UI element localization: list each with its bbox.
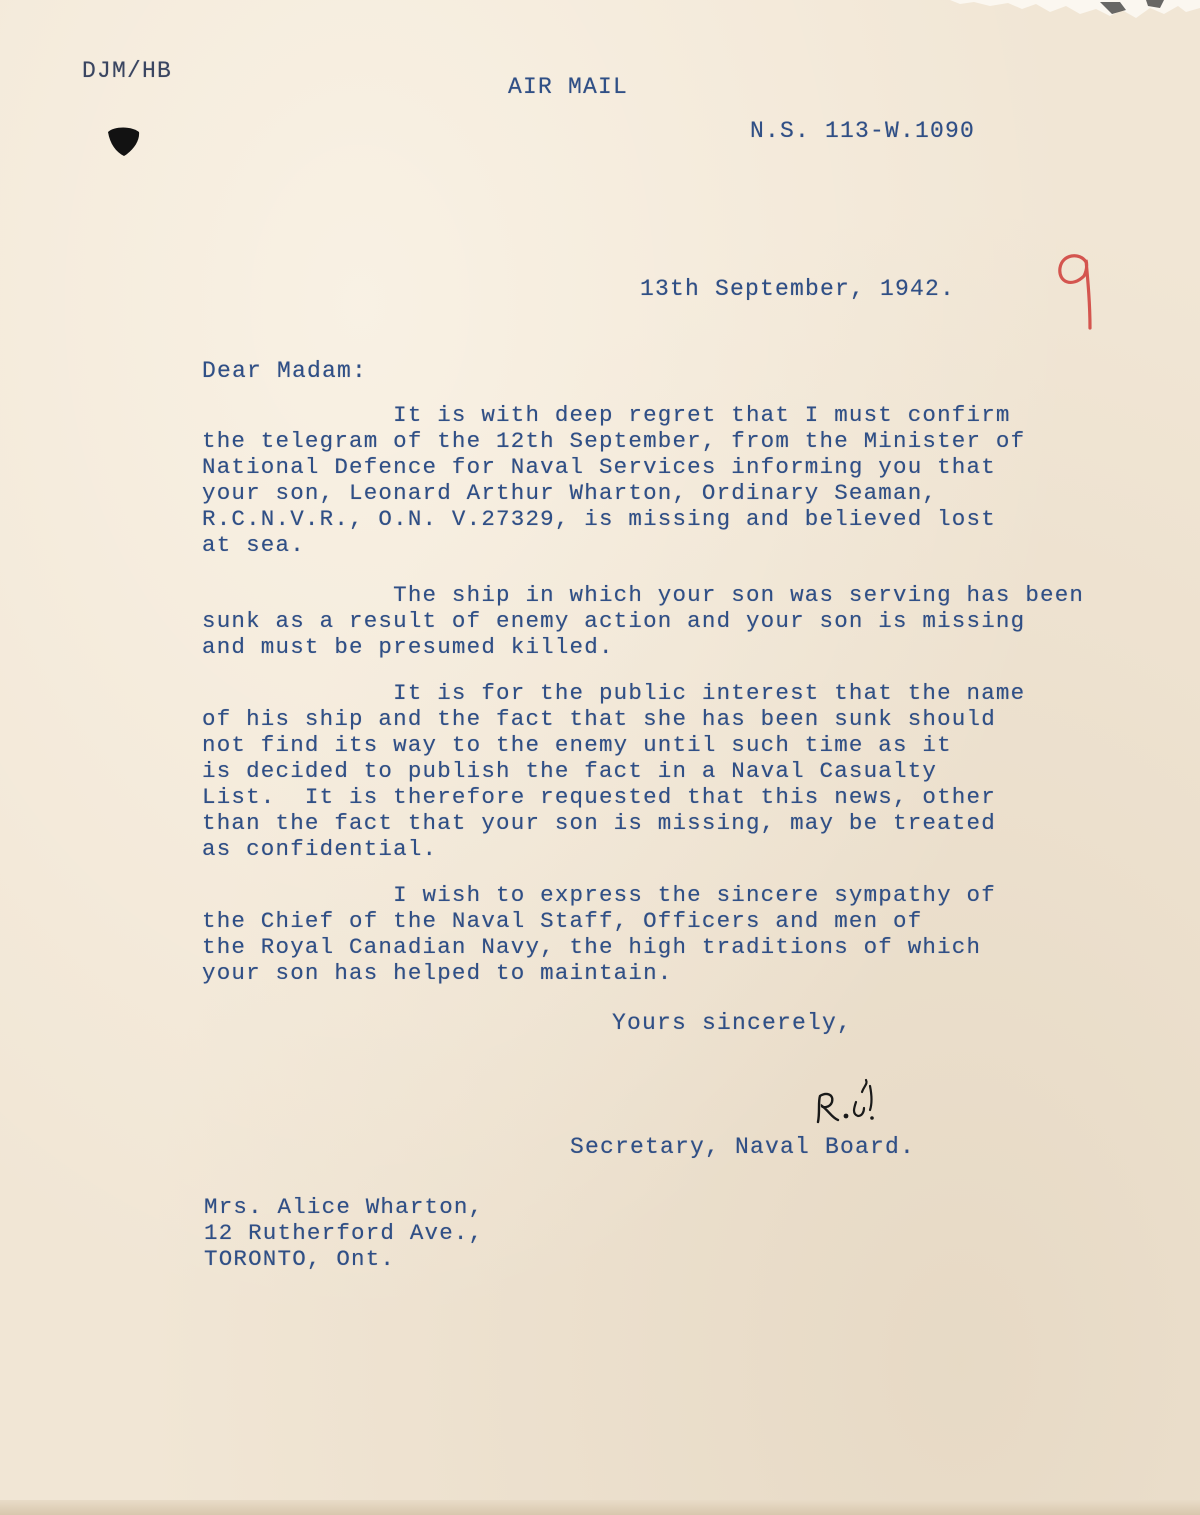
- letter-date: 13th September, 1942.: [640, 276, 956, 302]
- bottom-edge: [0, 1500, 1200, 1515]
- salutation: Dear Madam:: [202, 358, 368, 384]
- paragraph-line: as confidential.: [202, 836, 438, 862]
- paragraph-line: the Royal Canadian Navy, the high traditions of which: [202, 934, 982, 960]
- file-number: N.S. 113-W.1090: [750, 118, 976, 144]
- paragraph-line: of his ship and the fact that she has been sunk should: [202, 706, 996, 732]
- paragraph-line: I wish to express the sincere sympathy of: [202, 882, 996, 908]
- paragraph-line: It is for the public interest that the name: [202, 680, 1026, 706]
- paragraph-3: [202, 680, 1025, 862]
- paragraph-line: at sea.: [202, 532, 305, 558]
- red-annotation-nine: [1052, 248, 1102, 332]
- reference-initials: DJM/HB: [82, 58, 173, 84]
- addressee-street: 12 Rutherford Ave.,: [204, 1220, 484, 1246]
- paragraph-line: is decided to publish the fact in a Naval Casualty: [202, 758, 938, 784]
- paragraph-line: The ship in which your son was serving has been: [202, 582, 1085, 608]
- paragraph-line: It is with deep regret that I must confirm: [202, 402, 1011, 428]
- paragraph-4: [202, 882, 996, 986]
- signature-initials: [810, 1078, 890, 1128]
- closing: Yours sincerely,: [612, 1010, 853, 1036]
- paragraph-line: R.C.N.V.R., O.N. V.27329, is missing and believed lost: [202, 506, 996, 532]
- addressee-name: Mrs. Alice Wharton,: [204, 1194, 484, 1220]
- air-mail-header: AIR MAIL: [508, 74, 629, 100]
- paragraph-line: your son has helped to maintain.: [202, 960, 673, 986]
- paragraph-line: the Chief of the Naval Staff, Officers and men of: [202, 908, 923, 934]
- paragraph-line: List. It is therefore requested that this news, other: [202, 784, 996, 810]
- torn-edge: [950, 0, 1200, 30]
- paragraph-line: than the fact that your son is missing, may be treated: [202, 810, 996, 836]
- addressee-block: [204, 1194, 483, 1272]
- annotation-mark: [1052, 248, 1102, 332]
- paragraph-line: not find its way to the enemy until such time as it: [202, 732, 952, 758]
- punch-hole-mark: [104, 124, 142, 158]
- paragraph-2: [202, 582, 1084, 660]
- addressee-city: TORONTO, Ont.: [204, 1246, 396, 1272]
- paragraph-line: the telegram of the 12th September, from the Minister of: [202, 428, 1026, 454]
- signature-title: Secretary, Naval Board.: [570, 1134, 916, 1160]
- paragraph-line: and must be presumed killed.: [202, 634, 614, 660]
- paragraph-1: [202, 402, 1025, 558]
- paragraph-line: your son, Leonard Arthur Wharton, Ordinary Seaman,: [202, 480, 938, 506]
- paragraph-line: sunk as a result of enemy action and your son is missing: [202, 608, 1026, 634]
- paragraph-line: National Defence for Naval Services informing you that: [202, 454, 996, 480]
